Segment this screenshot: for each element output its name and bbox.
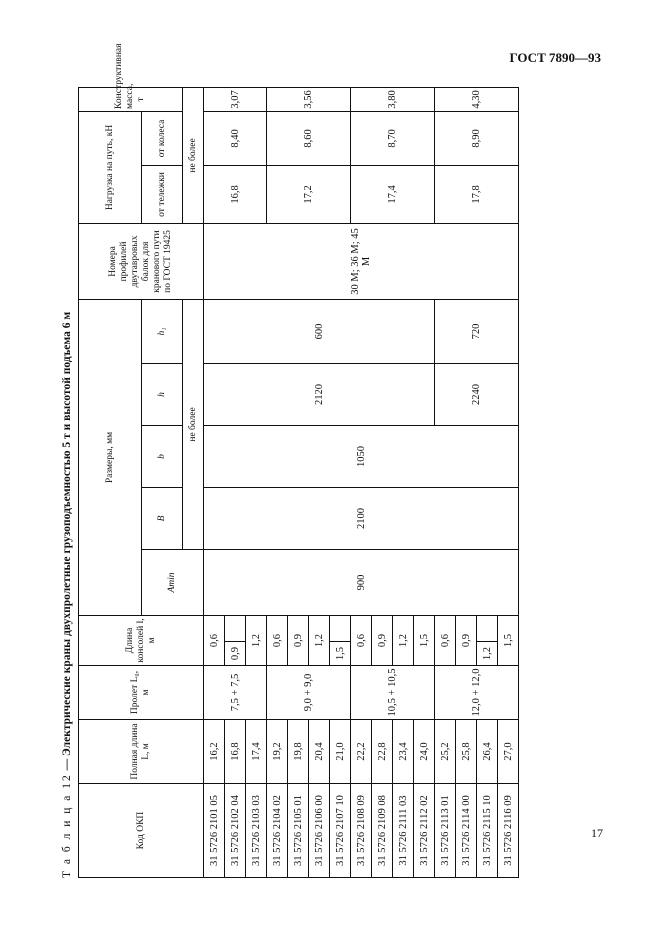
cell-cart-load: 16,8	[204, 165, 267, 223]
cell-h1: 600	[204, 299, 435, 363]
page-number: 17	[591, 826, 603, 840]
table-caption-text: — Электрические краны двухпролетные грузоподъемностью 5 т и высотой подъема 6 м	[61, 311, 73, 774]
col-B: B	[142, 487, 183, 549]
cell-code: 31 5726 2108 09	[351, 784, 372, 878]
col-span: Пролет L₀, м	[79, 666, 204, 720]
col-code: Код ОКП	[79, 784, 204, 878]
cell-code: 31 5726 2105 01	[288, 784, 309, 878]
col-full-length: Полная длина L, м	[79, 720, 204, 784]
cell-B: 2100	[204, 487, 519, 549]
cell-wheel-load: 8,90	[435, 111, 519, 165]
cell-span: 10,5 + 10,5	[351, 666, 435, 720]
cell-span: 12,0 + 12,0	[435, 666, 519, 720]
cell-code: 31 5726 2114 00	[456, 784, 477, 878]
cell-code: 31 5726 2109 08	[372, 784, 393, 878]
cell-empty	[477, 615, 498, 641]
cell-console: 0,6	[267, 615, 288, 665]
cell-cart-load: 17,4	[351, 165, 435, 223]
cell-length: 21,0	[330, 720, 351, 784]
cell-length: 19,2	[267, 720, 288, 784]
cranes-table	[78, 43, 519, 878]
cell-code: 31 5726 2104 02	[267, 784, 288, 878]
cell-code: 31 5726 2112 02	[414, 784, 435, 878]
cell-length: 25,2	[435, 720, 456, 784]
cell-code: 31 5726 2101 05	[204, 784, 225, 878]
cell-wheel-load: 8,40	[204, 111, 267, 165]
col-load: Нагрузка на путь, кН	[79, 111, 142, 223]
cell-profiles: 30 М; 36 М; 45 М	[204, 223, 519, 299]
document-header: ГОСТ 7890—93	[509, 50, 601, 65]
cell-console: 1,2	[309, 615, 330, 665]
cell-length: 22,8	[372, 720, 393, 784]
cell-mass: 3,80	[351, 87, 435, 111]
cell-console: 0,6	[351, 615, 372, 665]
cell-length: 22,2	[351, 720, 372, 784]
cell-code: 31 5726 2102 04	[225, 784, 246, 878]
cell-console: 1,2	[246, 615, 267, 665]
col-from-wheel: от колеса	[142, 111, 183, 165]
col-profiles: Номера профилей двутавровых балок для кранового пути по ГОСТ 19425	[79, 223, 204, 299]
col-amin: Amin	[142, 549, 204, 615]
table-caption	[56, 78, 78, 878]
col-b: b	[142, 425, 183, 487]
cell-cart-load: 17,2	[267, 165, 351, 223]
col-console: Длина консолей l, м	[79, 615, 204, 665]
cell-amin: 900	[204, 549, 519, 615]
cell-b: 1050	[204, 425, 519, 487]
cell-h1: 720	[435, 299, 519, 363]
cell-empty	[225, 615, 246, 641]
cell-span: 7,5 + 7,5	[204, 666, 267, 720]
cell-length: 23,4	[393, 720, 414, 784]
cell-mass: 3,56	[267, 87, 351, 111]
cell-length: 24,0	[414, 720, 435, 784]
cell-console: 0,6	[435, 615, 456, 665]
cell-console: 1,2	[393, 615, 414, 665]
cell-console: 0,9	[225, 642, 246, 666]
cell-wheel-load: 8,70	[351, 111, 435, 165]
cell-console: 0,9	[288, 615, 309, 665]
cell-console: 0,9	[456, 615, 477, 665]
cell-code: 31 5726 2115 10	[477, 784, 498, 878]
rotated-table-block	[56, 43, 536, 878]
cell-console: 1,5	[414, 615, 435, 665]
sizes-not-more: не более	[183, 299, 204, 549]
cell-length: 19,8	[288, 720, 309, 784]
table-caption-lead: Т а б л и ц а 12	[61, 773, 73, 878]
cell-span: 9,0 + 9,0	[267, 666, 351, 720]
cell-length: 17,4	[246, 720, 267, 784]
cell-wheel-load: 8,60	[267, 111, 351, 165]
cell-length: 16,8	[225, 720, 246, 784]
cell-h: 2240	[435, 363, 519, 425]
cell-console: 0,6	[204, 615, 225, 665]
cell-length: 26,4	[477, 720, 498, 784]
cell-h: 2120	[204, 363, 435, 425]
cell-cart-load: 17,8	[435, 165, 519, 223]
cell-code: 31 5726 2111 03	[393, 784, 414, 878]
cell-console: 1,2	[477, 642, 498, 666]
table-row	[204, 87, 225, 877]
col-h1: h₁	[142, 299, 183, 363]
cell-code: 31 5726 2106 00	[309, 784, 330, 878]
cell-length: 27,0	[498, 720, 519, 784]
cell-console: 1,5	[498, 615, 519, 665]
col-h: h	[142, 363, 183, 425]
cell-mass: 4,30	[435, 87, 519, 111]
cell-console: 1,5	[330, 642, 351, 666]
cell-console: 0,9	[372, 615, 393, 665]
cell-length: 16,2	[204, 720, 225, 784]
cell-empty	[330, 615, 351, 641]
col-mass: Конструктивная масса, т	[79, 87, 183, 111]
col-sizes: Размеры, мм	[79, 299, 142, 615]
cell-code: 31 5726 2116 09	[498, 784, 519, 878]
cell-length: 25,8	[456, 720, 477, 784]
cell-length: 20,4	[309, 720, 330, 784]
cell-mass: 3,07	[204, 87, 267, 111]
cell-code: 31 5726 2107 10	[330, 784, 351, 878]
col-from-cart: от тележки	[142, 165, 183, 223]
cell-code: 31 5726 2113 01	[435, 784, 456, 878]
cell-code: 31 5726 2103 03	[246, 784, 267, 878]
load-not-more: не более	[183, 87, 204, 223]
